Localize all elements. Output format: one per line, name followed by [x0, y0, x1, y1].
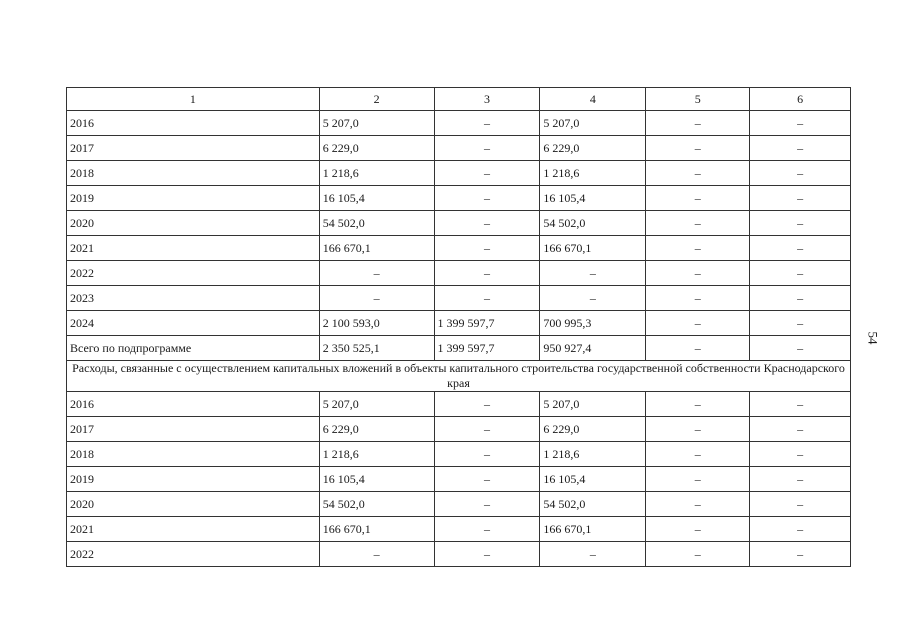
- empty-value-cell: –: [750, 492, 851, 517]
- amount-cell: 950 927,4: [540, 336, 646, 361]
- table-row: [67, 186, 851, 211]
- row-label-cell: 2021: [67, 517, 320, 542]
- empty-value-cell: –: [750, 236, 851, 261]
- row-label-cell: 2018: [67, 161, 320, 186]
- amount-cell: 6 229,0: [540, 136, 646, 161]
- row-label-cell: 2019: [67, 186, 320, 211]
- table-row: [67, 492, 851, 517]
- amount-cell: 5 207,0: [319, 392, 434, 417]
- empty-value-cell: –: [434, 261, 540, 286]
- empty-value-cell: –: [434, 211, 540, 236]
- empty-value-cell: –: [646, 236, 750, 261]
- empty-value-cell: –: [750, 211, 851, 236]
- empty-value-cell: –: [646, 161, 750, 186]
- row-label-cell: 2020: [67, 211, 320, 236]
- amount-cell: 16 105,4: [319, 186, 434, 211]
- amount-cell: 2 100 593,0: [319, 311, 434, 336]
- empty-value-cell: –: [434, 136, 540, 161]
- empty-value-cell: –: [434, 492, 540, 517]
- row-label-cell: 2017: [67, 417, 320, 442]
- amount-cell: 700 995,3: [540, 311, 646, 336]
- empty-value-cell: –: [434, 161, 540, 186]
- amount-cell: 16 105,4: [319, 467, 434, 492]
- empty-value-cell: –: [434, 236, 540, 261]
- section-row: [67, 361, 851, 392]
- header-cell: 1: [67, 88, 320, 111]
- table-row: [67, 517, 851, 542]
- empty-value-cell: –: [750, 517, 851, 542]
- amount-cell: 16 105,4: [540, 186, 646, 211]
- empty-value-cell: –: [750, 136, 851, 161]
- empty-value-cell: –: [646, 136, 750, 161]
- row-label-cell: 2020: [67, 492, 320, 517]
- empty-value-cell: –: [434, 186, 540, 211]
- page-number: 54: [865, 331, 881, 345]
- amount-cell: 54 502,0: [540, 211, 646, 236]
- row-label-cell: 2019: [67, 467, 320, 492]
- header-cell: 5: [646, 88, 750, 111]
- header-cell: 3: [434, 88, 540, 111]
- empty-value-cell: –: [646, 392, 750, 417]
- amount-cell: 6 229,0: [540, 417, 646, 442]
- amount-cell: 166 670,1: [319, 236, 434, 261]
- empty-value-cell: –: [646, 467, 750, 492]
- empty-value-cell: –: [646, 186, 750, 211]
- amount-cell: 1 218,6: [319, 442, 434, 467]
- row-label-cell: 2017: [67, 136, 320, 161]
- empty-value-cell: –: [750, 111, 851, 136]
- amount-cell: 1 399 597,7: [434, 336, 540, 361]
- row-label-cell: 2022: [67, 261, 320, 286]
- empty-value-cell: –: [434, 392, 540, 417]
- table-row: [67, 136, 851, 161]
- table-row: [67, 261, 851, 286]
- budget-table: [66, 87, 851, 567]
- empty-value-cell: –: [434, 467, 540, 492]
- row-label-cell: 2023: [67, 286, 320, 311]
- empty-value-cell: –: [646, 442, 750, 467]
- section-title: Расходы, связанные с осуществлением капитальных вложений в объекты капитального строительства государственной собственности Краснодарского края: [67, 361, 851, 392]
- row-label-cell: 2022: [67, 542, 320, 567]
- amount-cell: 5 207,0: [319, 111, 434, 136]
- empty-value-cell: –: [750, 542, 851, 567]
- header-row: [67, 88, 851, 111]
- empty-value-cell: –: [646, 311, 750, 336]
- empty-value-cell: –: [750, 286, 851, 311]
- empty-value-cell: –: [646, 336, 750, 361]
- table-row: [67, 467, 851, 492]
- amount-cell: 54 502,0: [540, 492, 646, 517]
- row-label-cell: 2024: [67, 311, 320, 336]
- empty-value-cell: –: [750, 467, 851, 492]
- empty-value-cell: –: [646, 417, 750, 442]
- row-label-cell: 2016: [67, 111, 320, 136]
- table-row: [67, 211, 851, 236]
- empty-value-cell: –: [750, 186, 851, 211]
- empty-value-cell: –: [646, 517, 750, 542]
- amount-cell: 1 399 597,7: [434, 311, 540, 336]
- header-cell: 6: [750, 88, 851, 111]
- capital-investment-block: [67, 392, 851, 567]
- empty-value-cell: –: [646, 542, 750, 567]
- empty-value-cell: –: [646, 261, 750, 286]
- empty-value-cell: –: [434, 286, 540, 311]
- empty-value-cell: –: [646, 111, 750, 136]
- amount-cell: 16 105,4: [540, 467, 646, 492]
- table-row: [67, 286, 851, 311]
- empty-value-cell: –: [319, 286, 434, 311]
- empty-value-cell: –: [750, 311, 851, 336]
- empty-value-cell: –: [540, 261, 646, 286]
- row-label-cell: Всего по подпрограмме: [67, 336, 320, 361]
- header-cell: 2: [319, 88, 434, 111]
- empty-value-cell: –: [319, 542, 434, 567]
- amount-cell: 1 218,6: [319, 161, 434, 186]
- amount-cell: 5 207,0: [540, 111, 646, 136]
- table-row: [67, 236, 851, 261]
- table-row: [67, 542, 851, 567]
- row-label-cell: 2021: [67, 236, 320, 261]
- amount-cell: 166 670,1: [319, 517, 434, 542]
- table-row: [67, 336, 851, 361]
- amount-cell: 166 670,1: [540, 236, 646, 261]
- table-row: [67, 392, 851, 417]
- amount-cell: 5 207,0: [540, 392, 646, 417]
- amount-cell: 6 229,0: [319, 417, 434, 442]
- amount-cell: 166 670,1: [540, 517, 646, 542]
- amount-cell: 6 229,0: [319, 136, 434, 161]
- empty-value-cell: –: [434, 542, 540, 567]
- table-row: [67, 311, 851, 336]
- empty-value-cell: –: [750, 161, 851, 186]
- amount-cell: 1 218,6: [540, 161, 646, 186]
- empty-value-cell: –: [646, 492, 750, 517]
- empty-value-cell: –: [319, 261, 434, 286]
- empty-value-cell: –: [646, 211, 750, 236]
- subprogram-block: [67, 111, 851, 361]
- table-row: [67, 161, 851, 186]
- empty-value-cell: –: [750, 261, 851, 286]
- empty-value-cell: –: [750, 392, 851, 417]
- empty-value-cell: –: [540, 542, 646, 567]
- empty-value-cell: –: [434, 111, 540, 136]
- empty-value-cell: –: [750, 442, 851, 467]
- table-row: [67, 417, 851, 442]
- table-row: [67, 111, 851, 136]
- empty-value-cell: –: [434, 417, 540, 442]
- header-cell: 4: [540, 88, 646, 111]
- empty-value-cell: –: [434, 442, 540, 467]
- empty-value-cell: –: [750, 336, 851, 361]
- empty-value-cell: –: [434, 517, 540, 542]
- row-label-cell: 2018: [67, 442, 320, 467]
- table-row: [67, 442, 851, 467]
- row-label-cell: 2016: [67, 392, 320, 417]
- amount-cell: 54 502,0: [319, 211, 434, 236]
- empty-value-cell: –: [540, 286, 646, 311]
- amount-cell: 54 502,0: [319, 492, 434, 517]
- amount-cell: 2 350 525,1: [319, 336, 434, 361]
- empty-value-cell: –: [646, 286, 750, 311]
- amount-cell: 1 218,6: [540, 442, 646, 467]
- empty-value-cell: –: [750, 417, 851, 442]
